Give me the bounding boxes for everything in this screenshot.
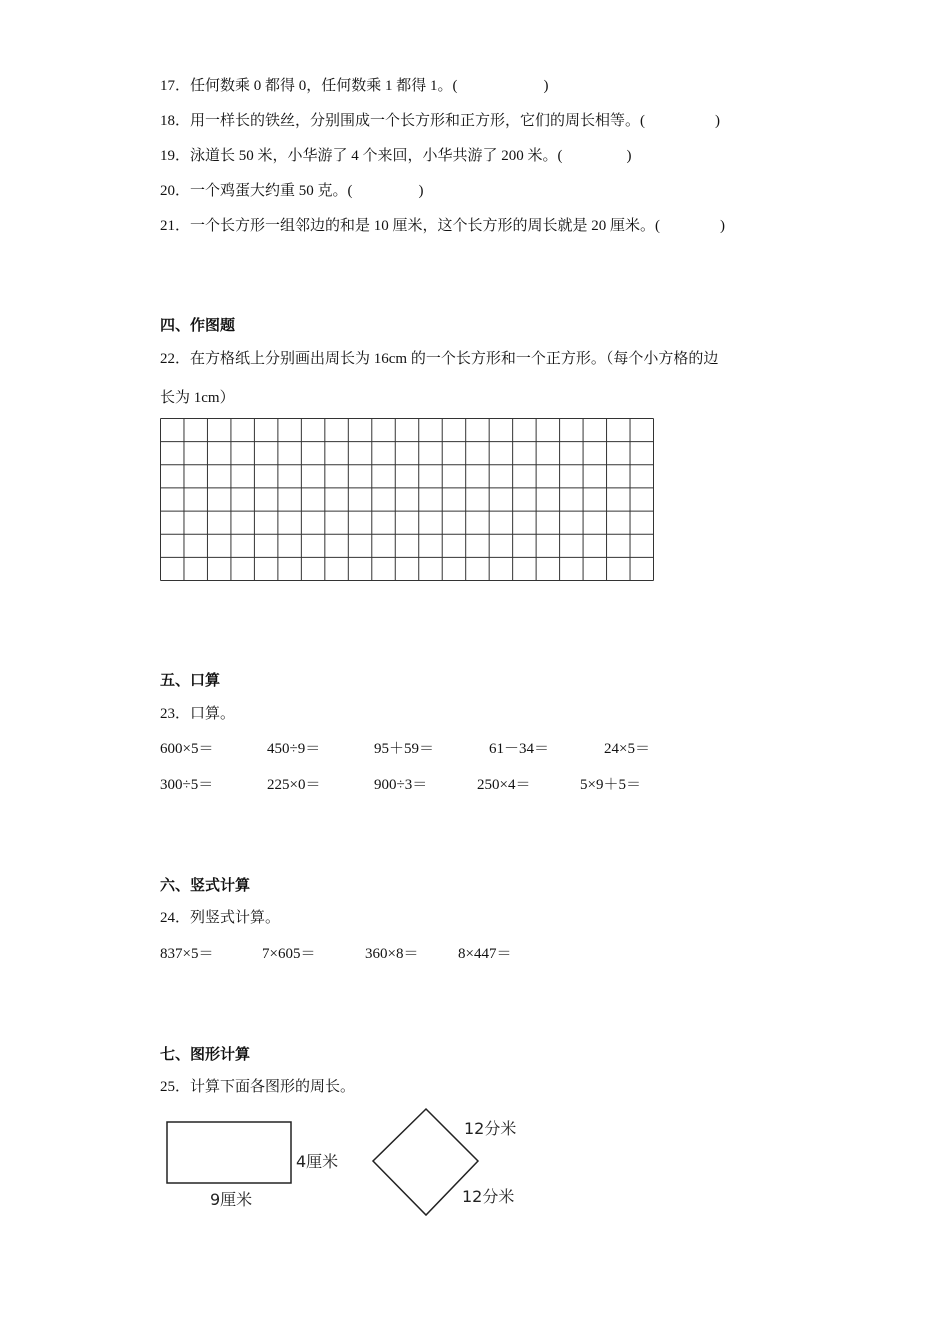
- oral-calc-5: 24×5＝: [604, 741, 650, 757]
- question-19-close: ): [626, 148, 632, 164]
- question-17-close: ): [543, 78, 549, 94]
- question-20-close: ): [418, 183, 424, 199]
- vertical-calc-4: 8×447＝: [458, 946, 512, 962]
- question-17: [160, 76, 549, 96]
- square-bottom-label: 12分米: [462, 1187, 515, 1206]
- question-21: [160, 216, 725, 236]
- question-21-close: ): [720, 218, 725, 234]
- square-top-label: 12分米: [464, 1119, 517, 1138]
- vertical-calc-3: 360×8＝: [365, 946, 419, 962]
- oral-calc-2: 450÷9＝: [267, 741, 321, 757]
- oral-calc-8: 900÷3＝: [374, 777, 428, 793]
- oral-calc-7: 225×0＝: [267, 777, 321, 793]
- section-5-title: 五、口算: [160, 671, 221, 689]
- vertical-calc-1: 837×5＝: [160, 946, 214, 962]
- question-20: [160, 181, 424, 201]
- rectangle-figure: [167, 1122, 291, 1183]
- rect-width-label: 9厘米: [210, 1190, 253, 1209]
- rect-height-label: 4厘米: [296, 1152, 339, 1171]
- question-18-text: 18．用一样长的铁丝，分别围成一个长方形和正方形，它们的周长相等。(: [160, 113, 645, 129]
- section-7-title: 七、图形计算: [160, 1045, 251, 1063]
- question-17-text: 17．任何数乘 0 都得 0，任何数乘 1 都得 1。(: [160, 78, 458, 94]
- question-23: 23．口算。: [160, 706, 236, 722]
- section-6-title: 六、竖式计算: [160, 876, 251, 894]
- oral-calc-10: 5×9＋5＝: [580, 777, 641, 793]
- question-18: [160, 111, 720, 131]
- vertical-calc-2: 7×605＝: [262, 946, 316, 962]
- oral-calc-9: 250×4＝: [477, 777, 531, 793]
- oral-calc-3: 95＋59＝: [374, 741, 435, 757]
- question-19-text: 19．泳道长 50 米，小华游了 4 个来回，小华共游了 200 米。(: [160, 148, 563, 164]
- question-25: 25．计算下面各图形的周长。: [160, 1079, 356, 1095]
- section-4-title: 四、作图题: [160, 316, 236, 334]
- question-19: [160, 146, 632, 166]
- question-18-close: ): [715, 113, 720, 129]
- question-22-line2: 长为 1cm）: [160, 390, 235, 406]
- oral-calc-4: 61－34＝: [489, 741, 550, 757]
- oral-calc-6: 300÷5＝: [160, 777, 214, 793]
- question-24: 24．列竖式计算。: [160, 910, 281, 926]
- question-22-line1: 22．在方格纸上分别画出周长为 16cm 的一个长方形和一个正方形。（每个小方格的边: [160, 351, 719, 367]
- graph-paper-grid: [160, 418, 654, 581]
- question-20-text: 20．一个鸡蛋大约重 50 克。(: [160, 183, 353, 199]
- oral-calc-1: 600×5＝: [160, 741, 214, 757]
- question-21-text: 21．一个长方形一组邻边的和是 10 厘米，这个长方形的周长就是 20 厘米。(: [160, 218, 660, 234]
